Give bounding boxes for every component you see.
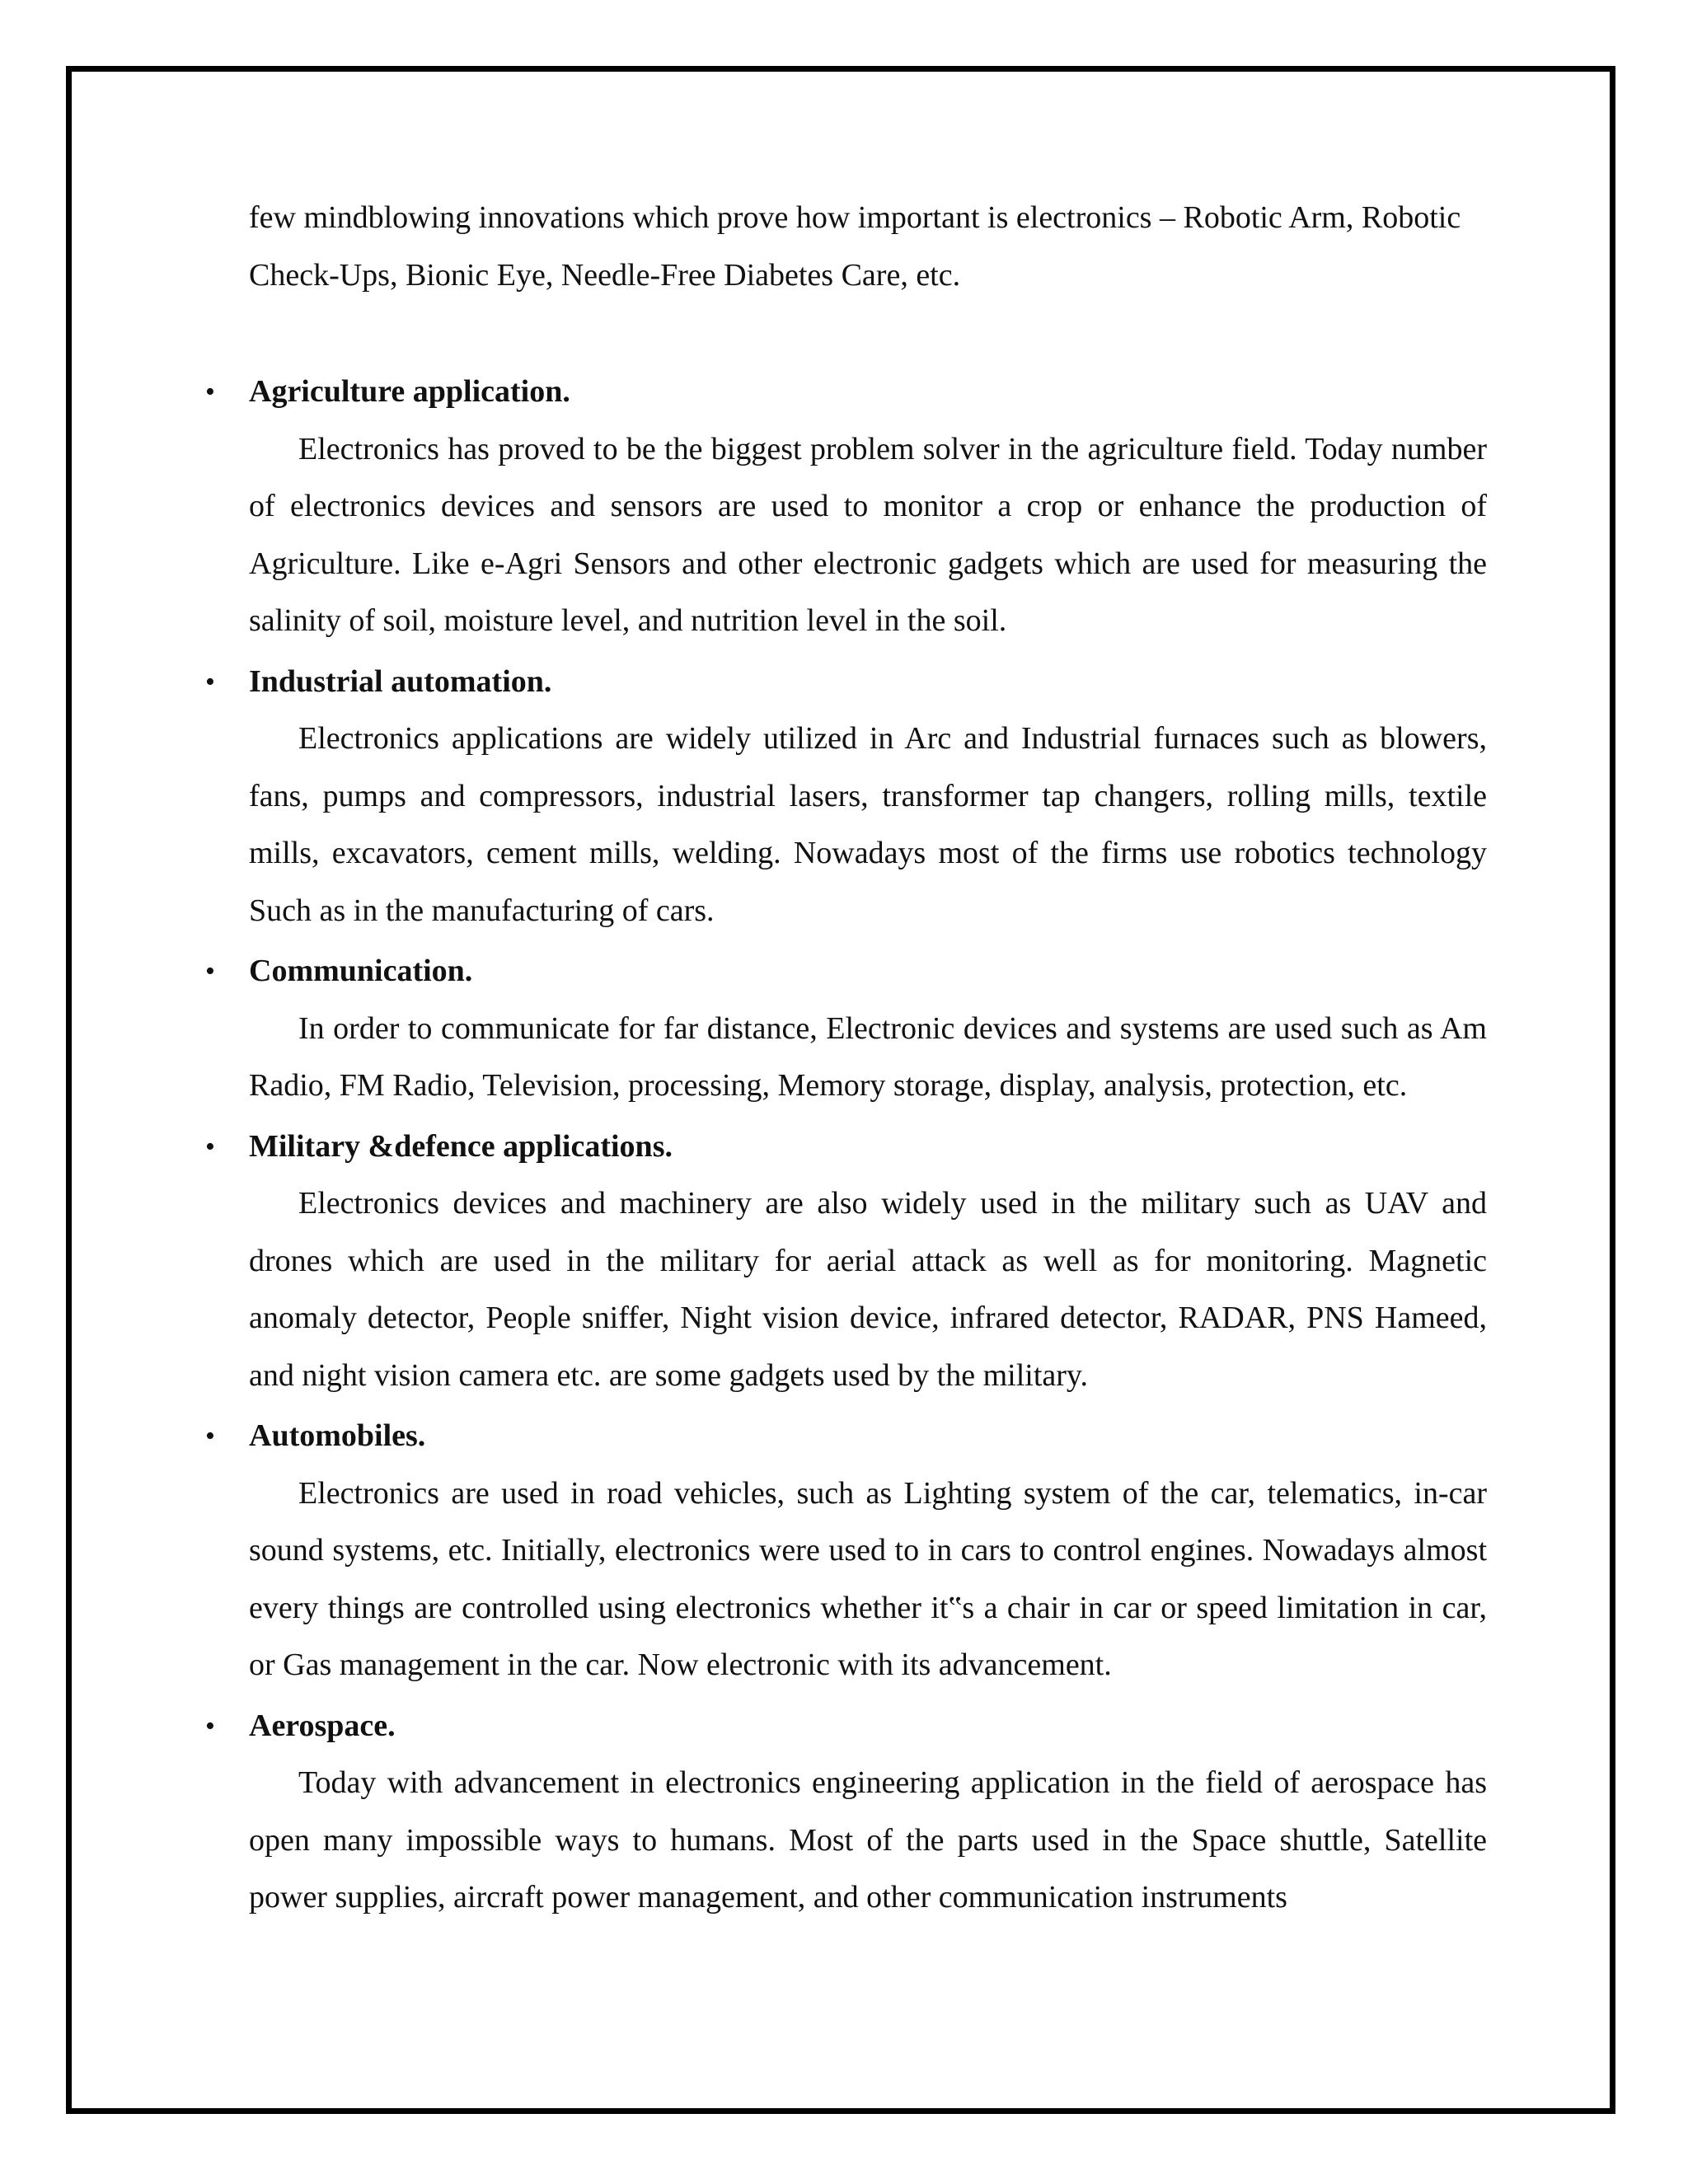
section-heading: Aerospace. [249, 1708, 396, 1743]
bullet-icon: • [205, 1131, 215, 1162]
intro-paragraph: few mindblowing innovations which prove how important is electronics – Robotic Arm, Robotic Check-Ups, Bionic Eye, Needle-Free Diabetes Care, etc. [249, 200, 1461, 293]
section-automobiles [205, 1408, 1487, 1694]
section-body: Electronics applications are widely utilized in Arc and Industrial furnaces such as blowers, fans, pumps and compressors, industrial lasers, transformer tap changers, rolling mills, textile mills, excavators, cement mills, welding. Nowadays most of the firms use robotics technology Such as in the manufacturing of cars. [249, 721, 1487, 928]
section-body: Today with advancement in electronics engineering application in the field of aerospace has open many impossible ways to humans. Most of the parts used in the Space shuttle, Satellite power supplies, aircraft power management, and other communication instruments [249, 1765, 1487, 1915]
section-heading: Agriculture application. [249, 374, 570, 409]
section-military-defence [205, 1118, 1487, 1405]
bullet-icon: • [205, 956, 215, 987]
section-heading: Industrial automation. [249, 663, 552, 699]
section-communication [205, 943, 1487, 1115]
bullet-icon: • [205, 1710, 215, 1741]
section-agriculture [205, 363, 1487, 650]
section-body: Electronics devices and machinery are also widely used in the military such as UAV and drones which are used in the military for aerial attack as well as for monitoring. Magnetic anomaly detector, People sniffer, Night vision device, infrared detector, RADAR, PNS Hameed, and night vision camera etc. are some gadgets used by the military. [249, 1186, 1487, 1393]
section-heading: Automobiles. [249, 1418, 426, 1453]
section-body: Electronics has proved to be the biggest problem solver in the agriculture field. Today number of electronics devices and sensors are used to monitor a crop or enhance the production of Agriculture. Like e-Agri Sensors and other electronic gadgets which are used for measuring the salinity of soil, moisture level, and nutrition level in the soil. [249, 431, 1487, 638]
section-body: In order to communicate for far distance, Electronic devices and systems are used such as Am Radio, FM Radio, Television, processing, Memory storage, display, analysis, protection, etc. [249, 1010, 1487, 1103]
section-aerospace [205, 1698, 1487, 1927]
bullet-icon: • [205, 666, 215, 697]
section-heading: Communication. [249, 954, 473, 988]
bullet-icon: • [205, 377, 215, 407]
section-heading: Military &defence applications. [249, 1128, 673, 1164]
section-industrial-automation [205, 654, 1487, 940]
document-body [205, 190, 1487, 1930]
section-body: Electronics are used in road vehicles, such as Lighting system of the car, telematics, in-car sound systems, etc. Initially, electronics were used to in cars to control engines. Nowadays almost every things are controlled using electronics whether it‟s a chair in car or speed limitation in car, or Gas management in the car. Now electronic with its advancement. [249, 1475, 1487, 1682]
bullet-icon: • [205, 1421, 215, 1451]
